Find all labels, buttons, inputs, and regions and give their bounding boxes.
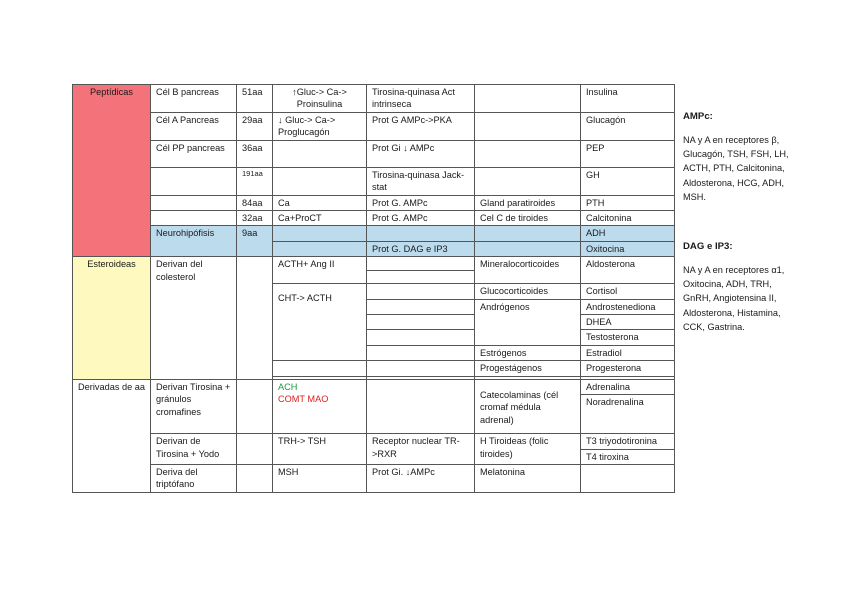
- receptor-cell: Prot G. AMPc: [367, 210, 475, 225]
- gland-cell: [475, 85, 581, 113]
- table-row: [73, 434, 675, 449]
- receptor-cell: [367, 257, 475, 271]
- up-arrow-icon: ↑: [292, 87, 297, 97]
- receptor-cell: Prot G AMPc->PKA: [367, 112, 475, 140]
- table-row: [73, 465, 675, 493]
- table-row: [73, 140, 675, 167]
- size-cell: 191aa: [237, 167, 273, 195]
- origin-cell: Derivan de Tirosina + Yodo: [151, 434, 237, 465]
- gland-cell: [475, 379, 581, 433]
- receptor-cell: Prot Gi. ↓AMPc: [367, 465, 475, 493]
- hormone-cell: Testosterona: [581, 330, 675, 345]
- gland-cell: Glucocorticoides: [475, 284, 581, 299]
- table-row: [73, 210, 675, 225]
- size-cell: 51aa: [237, 85, 273, 113]
- precursor-text: Gluc-> Ca-> Proinsulina: [296, 87, 347, 110]
- origin-text: Derivan del colesterol: [156, 259, 203, 282]
- size-cell: 36aa: [237, 140, 273, 167]
- comt-mao-text: COMT MAO: [278, 394, 329, 405]
- origin-cell: Neurohipófisis: [151, 226, 237, 257]
- receptor-cell: [367, 271, 475, 284]
- ampc-notes: [683, 110, 793, 204]
- receptor-cell: Tirosina-quinasa Jack-stat: [367, 167, 475, 195]
- receptor-cell: Tirosina-quinasa Act intrinseca: [367, 85, 475, 113]
- precursor-cell: ↓ Gluc-> Ca-> Proglucagón: [273, 112, 367, 140]
- table-row: [73, 379, 675, 394]
- hormone-cell: PTH: [581, 195, 675, 210]
- dag-ip3-notes: [683, 240, 793, 334]
- size-cell: 84aa: [237, 195, 273, 210]
- table-row: [73, 112, 675, 140]
- ach-text: ACH: [278, 381, 298, 392]
- origin-cell: Cél PP pancreas: [151, 140, 237, 167]
- receptor-cell: [367, 361, 475, 376]
- precursor-cell: [273, 226, 367, 241]
- origin-cell: Deriva del triptófano: [151, 465, 237, 493]
- precursor-cell: TRH-> TSH: [273, 434, 367, 465]
- gland-cell: Mineralocorticoides: [475, 257, 581, 284]
- precursor-cell: [273, 284, 367, 361]
- table-row: [73, 167, 675, 195]
- gland-cell: [475, 140, 581, 167]
- size-cell: [237, 257, 273, 380]
- receptor-cell: [367, 345, 475, 360]
- hormone-cell: Glucagón: [581, 112, 675, 140]
- precursor-cell: [273, 140, 367, 167]
- hormone-cell: Calcitonina: [581, 210, 675, 225]
- gland-cell: Estrógenos: [475, 345, 581, 360]
- hormone-cell: Noradrenalina: [581, 395, 675, 434]
- dag-ip3-text: NA y A en receptores α1, Oxitocina, ADH, TRH, GnRH, Angiotensina II, Aldosterona, Histamina, CCK, Gastrina.: [683, 264, 785, 332]
- size-cell: 9aa: [237, 226, 273, 257]
- hormone-cell: GH: [581, 167, 675, 195]
- size-cell: 32aa: [237, 210, 273, 225]
- gland-cell: [475, 241, 581, 256]
- hormone-cell: Progesterona: [581, 361, 675, 376]
- origin-cell: [151, 195, 237, 210]
- receptor-cell: [367, 330, 475, 345]
- receptor-cell: Receptor nuclear TR->RXR: [367, 434, 475, 465]
- receptor-cell: Prot Gi ↓ AMPc: [367, 140, 475, 167]
- receptor-cell: [367, 284, 475, 299]
- precursor-cell: [273, 167, 367, 195]
- receptor-cell: [367, 379, 475, 433]
- category-derivadas: Derivadas de aa: [73, 379, 151, 492]
- gland-cell: Progestágenos: [475, 361, 581, 376]
- precursor-text: CHT-> ACTH: [278, 293, 332, 304]
- gland-text: Catecolaminas (cél cromaf médula adrenal): [480, 389, 559, 425]
- origin-cell: Cél A Pancreas: [151, 112, 237, 140]
- hormone-cell: T4 tiroxina: [581, 449, 675, 464]
- origin-cell: Cél B pancreas: [151, 85, 237, 113]
- origin-cell: [151, 210, 237, 225]
- hormone-cell: PEP: [581, 140, 675, 167]
- gland-cell: [475, 226, 581, 241]
- gland-cell: [475, 112, 581, 140]
- dag-ip3-title: DAG e IP3:: [683, 241, 733, 252]
- size-cell: [237, 465, 273, 493]
- hormone-cell: Adrenalina: [581, 379, 675, 394]
- hormone-cell: Oxitocina: [581, 241, 675, 256]
- hormone-cell: ADH: [581, 226, 675, 241]
- gland-cell: Melatonina: [475, 465, 581, 493]
- category-esteroideas: Esteroideas: [73, 257, 151, 380]
- gland-cell: Cel C de tiroides: [475, 210, 581, 225]
- precursor-cell: ACTH+ Ang II: [273, 257, 367, 284]
- hormone-cell: DHEA: [581, 315, 675, 330]
- receptor-cell: Prot G. DAG e IP3: [367, 241, 475, 256]
- gland-cell: Andrógenos: [475, 299, 581, 345]
- receptor-cell: [367, 315, 475, 330]
- gland-cell: [475, 167, 581, 195]
- origin-cell: [151, 167, 237, 195]
- hormone-cell: Cortisol: [581, 284, 675, 299]
- precursor-cell: [273, 379, 367, 433]
- precursor-cell: Ca: [273, 195, 367, 210]
- precursor-cell: [273, 361, 367, 376]
- hormone-cell: Estradiol: [581, 345, 675, 360]
- precursor-cell: MSH: [273, 465, 367, 493]
- ampc-title: AMPc:: [683, 111, 713, 122]
- table-row: [73, 195, 675, 210]
- hormone-table: [72, 84, 675, 493]
- hormone-cell: Insulina: [581, 85, 675, 113]
- precursor-cell: Ca+ProCT: [273, 210, 367, 225]
- precursor-cell: [273, 85, 367, 113]
- receptor-cell: Prot G. AMPc: [367, 195, 475, 210]
- category-peptidicas: Peptídicas: [73, 85, 151, 257]
- gland-cell: Gland paratiroides: [475, 195, 581, 210]
- ampc-text: NA y A en receptores β, Glucagón, TSH, FSH, LH, ACTH, PTH, Calcitonina, Aldosterona, HCG, ADH, MSH.: [683, 134, 789, 202]
- receptor-cell: [367, 226, 475, 241]
- hormone-cell: [581, 465, 675, 493]
- table-row: [73, 85, 675, 113]
- size-cell: [237, 434, 273, 465]
- receptor-cell: [367, 299, 475, 314]
- hormone-cell: Aldosterona: [581, 257, 675, 284]
- table-row: [73, 226, 675, 241]
- hormone-cell: Androstenediona: [581, 299, 675, 314]
- origin-cell: [151, 257, 237, 380]
- origin-cell: Derivan Tirosina + gránulos cromafines: [151, 379, 237, 433]
- hormone-cell: T3 triyodotironina: [581, 434, 675, 449]
- size-cell: [237, 379, 273, 433]
- gland-cell: H Tiroideas (folic tiroides): [475, 434, 581, 465]
- size-cell: 29aa: [237, 112, 273, 140]
- precursor-cell: [273, 241, 367, 256]
- table-row: [73, 257, 675, 271]
